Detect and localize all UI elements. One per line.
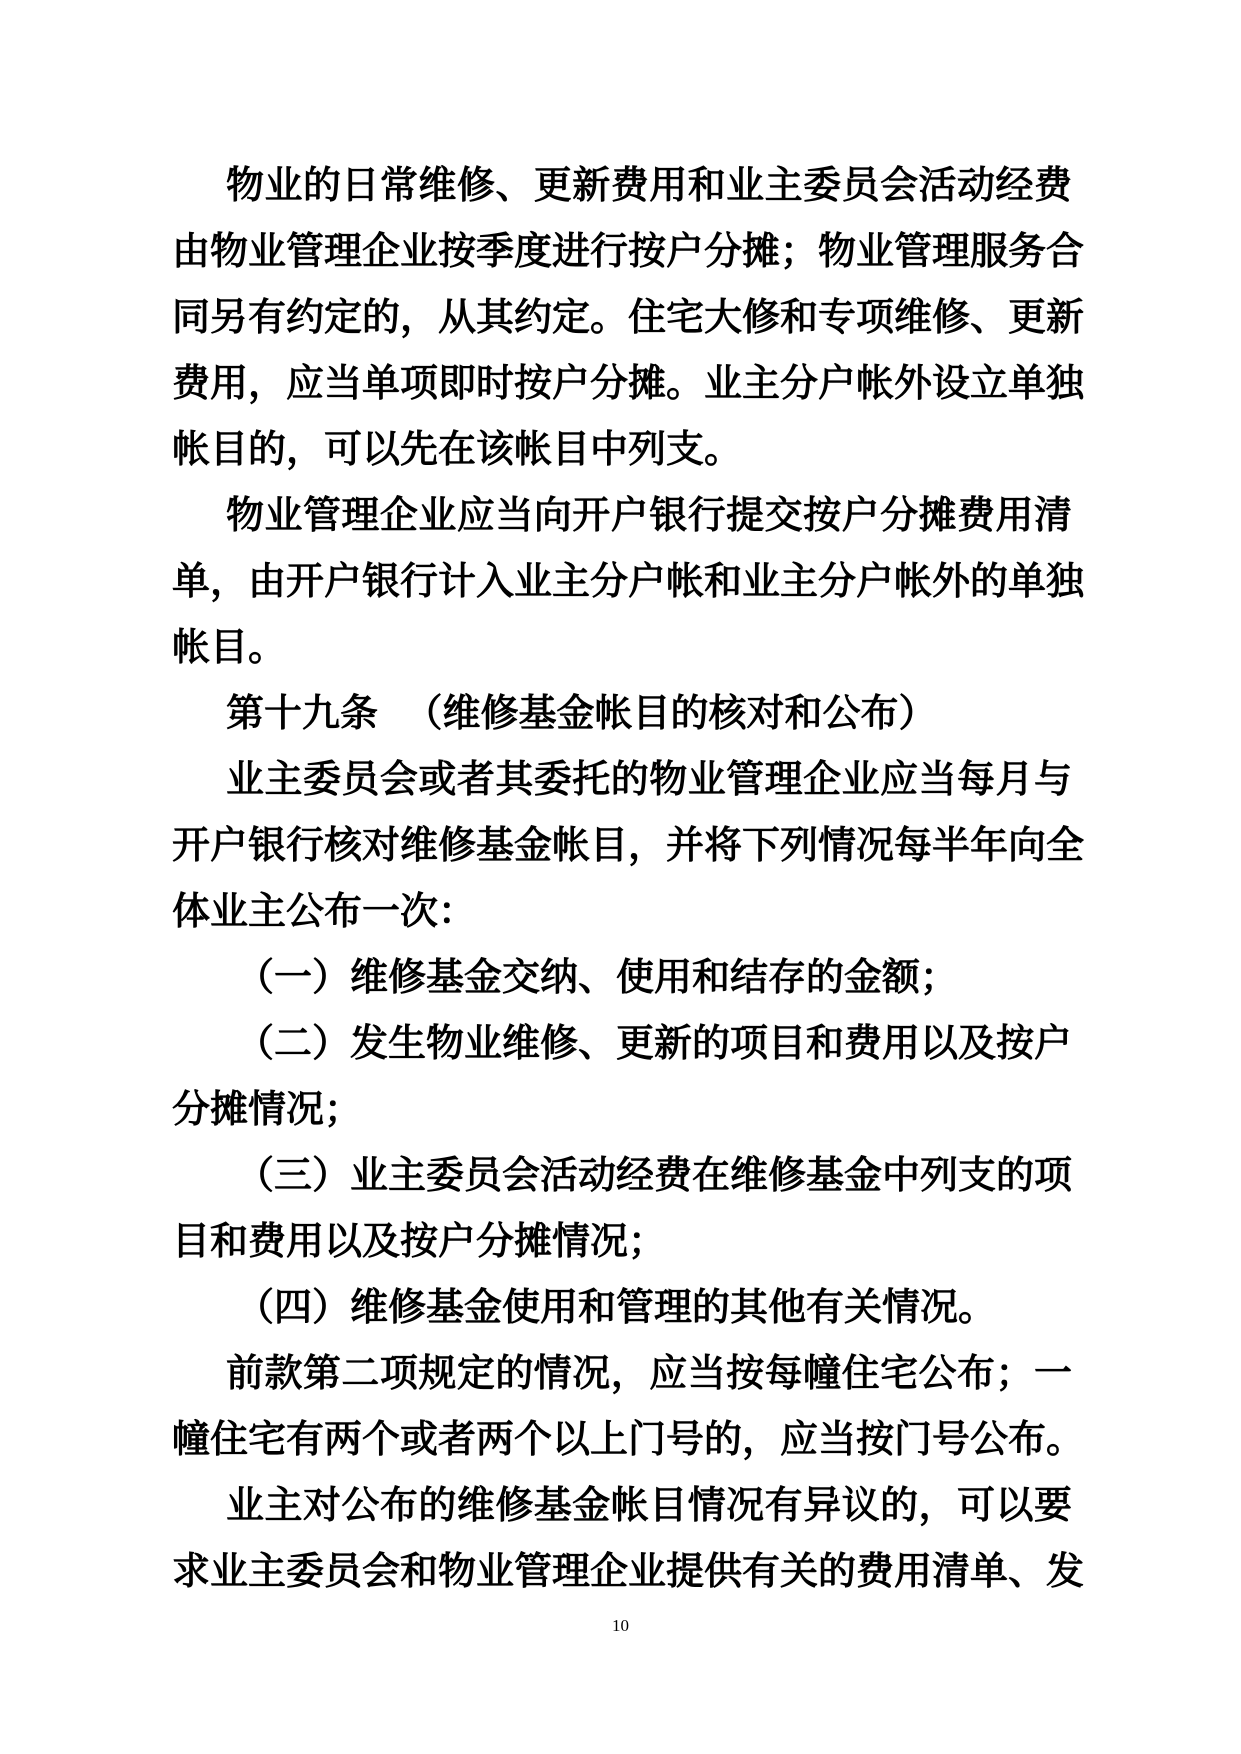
- list-item-three: [172, 1142, 1072, 1274]
- text-line: （四）维修基金使用和管理的其他有关情况。: [236, 1285, 997, 1329]
- page-number: 10: [612, 1616, 629, 1635]
- text-line: 单，由开户银行计入业主分户帐和业主分户帐外的单独: [172, 559, 1085, 603]
- paragraph-submit-list: [172, 482, 1085, 680]
- text-line: （一）维修基金交纳、使用和结存的金额；: [236, 955, 959, 999]
- text-line: 物业的日常维修、更新费用和业主委员会活动经费: [226, 163, 1072, 207]
- text-line: （三）业主委员会活动经费在维修基金中列支的项: [236, 1153, 1073, 1197]
- text-line: 业主对公布的维修基金帐目情况有异议的，可以要: [226, 1483, 1072, 1527]
- text-line: 求业主委员会和物业管理企业提供有关的费用清单、发: [172, 1549, 1085, 1593]
- text-line: 业主委员会或者其委托的物业管理企业应当每月与: [226, 757, 1072, 801]
- document-body: [172, 152, 1085, 1604]
- text-line: 体业主公布一次：: [172, 889, 477, 933]
- text-line: 分摊情况；: [172, 1087, 363, 1131]
- paragraph-daily-maintenance: [172, 152, 1085, 482]
- text-line: 物业管理企业应当向开户银行提交按户分摊费用清: [226, 493, 1072, 537]
- text-line: 由物业管理企业按季度进行按户分摊；物业管理服务合: [172, 229, 1085, 273]
- paragraph-verify-publish: [172, 746, 1085, 944]
- text-line: 费用，应当单项即时按户分摊。业主分户帐外设立单独: [172, 361, 1085, 405]
- text-line: 目和费用以及按户分摊情况；: [172, 1219, 667, 1263]
- text-line: 幢住宅有两个或者两个以上门号的，应当按门号公布。: [172, 1417, 1085, 1461]
- article-title: 第十九条 （维修基金帐目的核对和公布）: [226, 691, 937, 735]
- paragraph-publish-by-building: [172, 1340, 1085, 1472]
- paragraph-objection: [172, 1472, 1085, 1604]
- list-item-four: [172, 1274, 1072, 1340]
- text-line: 前款第二项规定的情况，应当按每幢住宅公布；一: [226, 1351, 1072, 1395]
- text-line: 帐目。: [172, 625, 287, 669]
- text-line: （二）发生物业维修、更新的项目和费用以及按户: [236, 1021, 1073, 1065]
- text-line: 开户银行核对维修基金帐目，并将下列情况每半年向全: [172, 823, 1085, 867]
- text-line: 同另有约定的，从其约定。住宅大修和专项维修、更新: [172, 295, 1085, 339]
- article-heading: [172, 680, 1072, 746]
- list-item-two: [172, 1010, 1072, 1142]
- text-line: 帐目的，可以先在该帐目中列支。: [172, 427, 743, 471]
- list-item-one: [172, 944, 1072, 1010]
